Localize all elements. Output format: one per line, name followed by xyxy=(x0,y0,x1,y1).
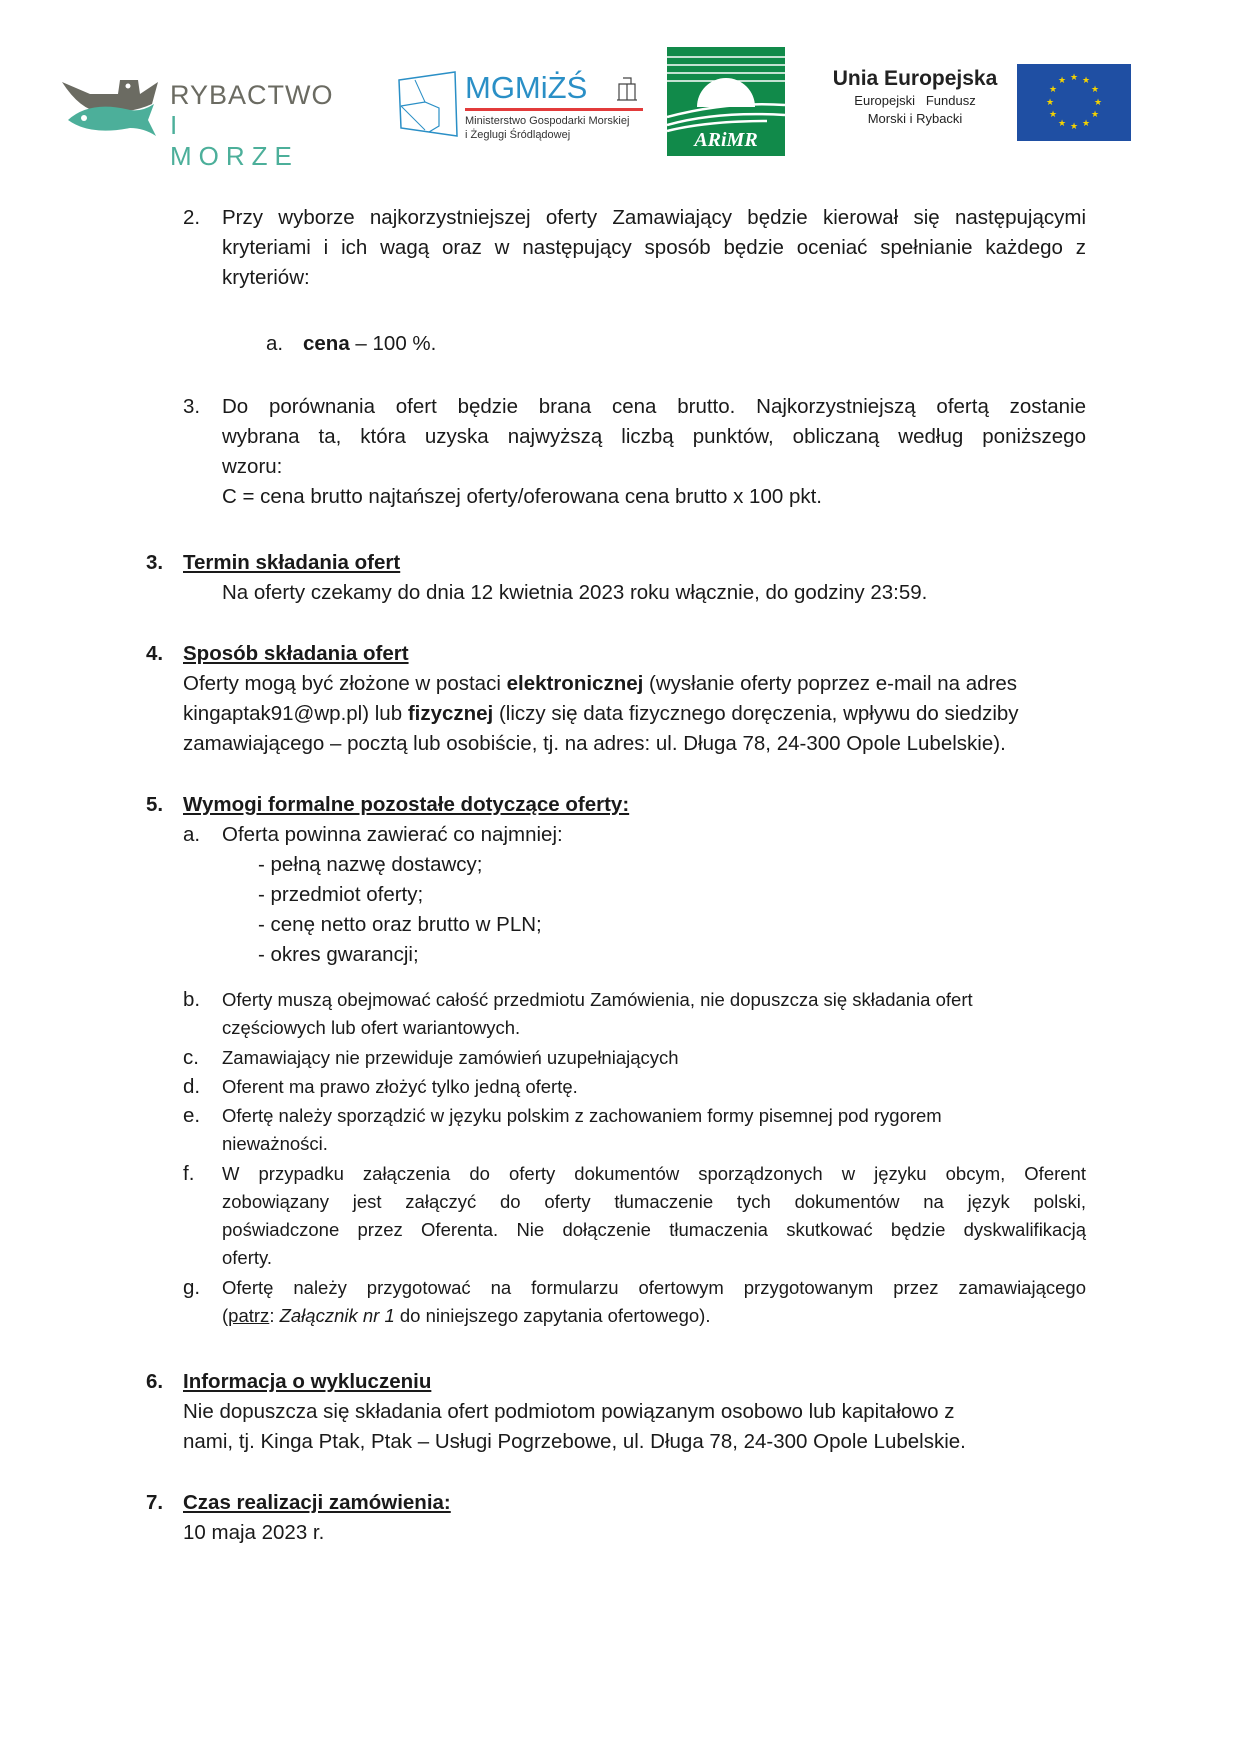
mgmizs-red-bar xyxy=(465,108,643,111)
list-letter: c. xyxy=(183,1046,199,1069)
svg-text:★: ★ xyxy=(1090,109,1100,119)
eu-flag-icon xyxy=(1017,64,1131,141)
ship-icon xyxy=(615,76,639,102)
paragraph-line: kingaptak91@wp.pl) lub fizycznej (liczy się data fizycznego doręczenia, wpływu do siedziby xyxy=(183,702,1019,725)
section-heading: Termin składania ofert xyxy=(183,551,401,574)
paragraph-line: Oferent ma prawo złożyć tylko jedną ofertę. xyxy=(222,1076,578,1097)
eu-stars-icon xyxy=(1017,64,1131,141)
svg-text:★: ★ xyxy=(1045,97,1055,107)
bullet-item: - pełną nazwę dostawcy; xyxy=(258,853,483,876)
svg-text:★: ★ xyxy=(1048,84,1058,94)
paragraph-line: Ofertę należy sporządzić w języku polskim z zachowaniem formy pisemnej pod rygorem xyxy=(222,1105,942,1126)
paragraph-line: Ofertę należy przygotować na formularzu ofertowym przygotowanym przez zamawiającego xyxy=(222,1277,1086,1298)
section-heading: Czas realizacji zamówienia: xyxy=(183,1491,451,1514)
list-letter: d. xyxy=(183,1075,201,1098)
fund-line-1: Europejski Fundusz xyxy=(854,93,976,108)
paragraph-line: W przypadku załączenia do oferty dokumentów sporządzonych w języku obcym, Oferent xyxy=(222,1163,1086,1184)
mgmizs-logo xyxy=(395,70,655,150)
svg-text:★: ★ xyxy=(1057,118,1067,128)
paragraph-line: zamawiającego – pocztą lub osobiście, tj. na adres: ul. Długa 78, 24-300 Opole Lubelskie). xyxy=(183,732,1006,755)
section-heading: Sposób składania ofert xyxy=(183,642,409,665)
section-number: 5. xyxy=(146,793,164,816)
rybactwo-i-morze-logo xyxy=(60,70,334,171)
bullet-item: - okres gwarancji; xyxy=(258,943,419,966)
criterion-line: cena – 100 %. xyxy=(303,332,437,355)
paragraph-line: Oferta powinna zawierać co najmniej: xyxy=(222,823,563,846)
list-letter: f. xyxy=(183,1162,195,1185)
svg-text:★: ★ xyxy=(1069,72,1079,82)
svg-text:★: ★ xyxy=(1081,118,1091,128)
list-letter: g. xyxy=(183,1276,201,1299)
section-heading: Informacja o wykluczeniu xyxy=(183,1370,432,1393)
list-letter: a. xyxy=(183,823,201,846)
svg-text:★: ★ xyxy=(1069,121,1079,131)
bullet-item: - cenę netto oraz brutto w PLN; xyxy=(258,913,542,936)
paragraph-line: nami, tj. Kinga Ptak, Ptak – Usługi Pogrzebowe, ul. Długa 78, 24-300 Opole Lubelskie. xyxy=(183,1430,966,1453)
paragraph-line: nieważności. xyxy=(222,1133,328,1154)
paragraph-line: kryteriami i ich wagą oraz w następujący sposób będzie oceniać spełnianie każdego z xyxy=(222,236,1086,259)
attachment-reference: Załącznik nr 1 xyxy=(279,1305,395,1326)
section-number: 4. xyxy=(146,642,164,665)
list-letter: b. xyxy=(183,988,201,1011)
svg-text:★: ★ xyxy=(1057,75,1067,85)
paragraph-line: Do porównania ofert będzie brana cena brutto. Najkorzystniejszą ofertą zostanie xyxy=(222,395,1086,418)
paragraph-line: zobowiązany jest załączyć do oferty tłumaczenie tych dokumentów na język polski, xyxy=(222,1191,1086,1212)
paragraph-line: wzoru: xyxy=(222,455,283,478)
unia-europejska-logo xyxy=(820,66,1010,146)
paragraph-line: częściowych lub ofert wariantowych. xyxy=(222,1017,521,1038)
paragraph-line: Nie dopuszcza się składania ofert podmiotom powiązanym osobowo lub kapitałowo z xyxy=(183,1400,955,1423)
paragraph-line: Oferty mogą być złożone w postaci elektronicznej (wysłanie oferty poprzez e-mail na adres xyxy=(183,672,1018,695)
section-number: 6. xyxy=(146,1370,164,1393)
section-heading: Wymogi formalne pozostałe dotyczące oferty: xyxy=(183,793,630,816)
fund-line-2: Morski i Rybacki xyxy=(867,111,963,126)
formula-line: C = cena brutto najtańszej oferty/oferowana cena brutto x 100 pkt. xyxy=(222,485,822,508)
svg-text:★: ★ xyxy=(1048,109,1058,119)
boat-fish-icon xyxy=(60,70,170,145)
svg-text:★: ★ xyxy=(1081,75,1091,85)
mgmizs-title: MGMiŻŚ xyxy=(465,70,588,105)
list-letter: e. xyxy=(183,1104,201,1127)
list-number: 2. xyxy=(183,206,201,229)
arimr-logo xyxy=(667,47,785,156)
ministry-emblem-icon xyxy=(395,70,461,140)
svg-text:★: ★ xyxy=(1093,97,1103,107)
list-letter: a. xyxy=(266,332,284,355)
paragraph-line: wybrana ta, która uzyska najwyższą liczbą punktów, obliczaną według poniższego xyxy=(222,425,1086,448)
paragraph-line: kryteriów: xyxy=(222,266,310,289)
paragraph-line: Oferty muszą obejmować całość przedmiotu Zamówienia, nie dopuszcza się składania ofert xyxy=(222,989,973,1010)
paragraph-line: Zamawiający nie przewiduje zamówień uzupełniających xyxy=(222,1047,679,1068)
section-number: 3. xyxy=(146,551,164,574)
unia-europejska-title: Unia Europejska xyxy=(832,67,998,90)
paragraph-line: (patrz: Załącznik nr 1 do niniejszego zapytania ofertowego). xyxy=(222,1305,711,1326)
bullet-item: - przedmiot oferty; xyxy=(258,883,424,906)
paragraph-line: poświadczone przez Oferenta. Nie dołączenie tłumaczenia skutkować będzie dyskwalifikacją xyxy=(222,1219,1086,1240)
i-morze-text: I MORZE xyxy=(170,110,299,171)
paragraph-line: Przy wyborze najkorzystniejszej oferty Zamawiający będzie kierował się następującymi xyxy=(222,206,1086,229)
section-number: 7. xyxy=(146,1491,164,1514)
arimr-text: ARiMR xyxy=(694,129,758,151)
header-logos xyxy=(0,0,1241,170)
paragraph-line: 10 maja 2023 r. xyxy=(183,1521,325,1544)
mgmizs-subtitle: Ministerstwo Gospodarki Morskiej i Żeglugi Śródlądowej xyxy=(465,115,630,141)
svg-text:★: ★ xyxy=(1090,84,1100,94)
paragraph-line: Na oferty czekamy do dnia 12 kwietnia 2023 roku włącznie, do godziny 23:59. xyxy=(222,581,928,604)
paragraph-line: oferty. xyxy=(222,1247,273,1268)
rybactwo-text: RYBACTWO xyxy=(170,80,334,110)
email-address: kingaptak91@wp.pl) lub xyxy=(183,702,408,725)
list-number: 3. xyxy=(183,395,201,418)
